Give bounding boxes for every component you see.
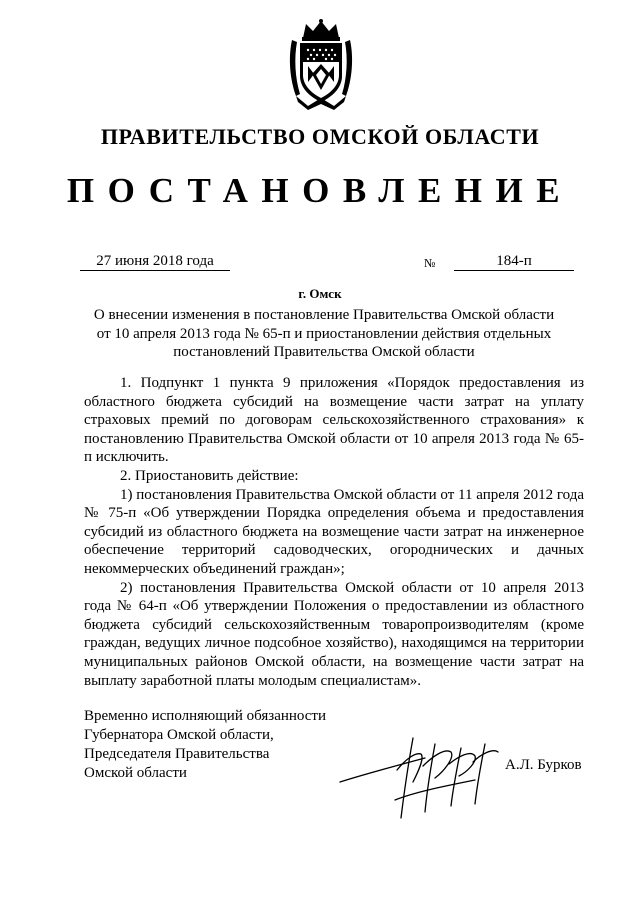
signer-position-line: Временно исполняющий обязанности	[84, 708, 327, 724]
handwritten-signature	[335, 730, 510, 825]
paragraph-2-item-2: 2) постановления Правительства Омской области от 10 апреля 2013 года № 64-п «Об утверждении Положения о предоставлении из областного бюджета субсидий сельскохозяйственным товаропроизводителям (кроме граждан, ведущих личное подсобное хозяйство), находящимся на территории муниципальных районов Омской области, на возмещение части затрат на выплату заработной платы молодым специалистам».	[84, 579, 584, 689]
document-subject: О внесении изменения в постановление Правительства Омской области от 10 апреля 2013 года № 65-п и приостановлении действия отдельных постановлений Правительства Омской области	[93, 307, 555, 360]
signer-name: А.Л. Бурков	[505, 757, 582, 773]
document-date: 27 июня 2018 года	[80, 252, 230, 271]
signer-position-line: Губернатора Омской области,	[84, 727, 274, 743]
paragraph-2-item-1: 1) постановления Правительства Омской области от 11 апреля 2012 года № 75-п «Об утверждении Порядка определения объема и предоставления субсидий из областного бюджета на возмещение части затрат на инженерное обеспечение территорий садоводческих, огороднических и дачных некоммерческих объединений граждан»;	[84, 486, 584, 577]
paragraph-1: 1. Подпункт 1 пункта 9 приложения «Порядок предоставления из областного бюджета субсидий на возмещение части затрат на уплату страховых премий по договорам сельскохозяйственного страхования» к постановлению Правительства Омской области от 10 апреля 2013 года № 65-п исключить.	[84, 375, 584, 466]
signer-position	[84, 707, 364, 783]
document-date-field	[80, 252, 230, 271]
signer-position-line: Омской области	[84, 765, 187, 781]
document-number: 184-п	[454, 252, 574, 271]
document-city: г. Омск	[298, 286, 342, 301]
omsk-oblast-coat-of-arms-icon	[286, 18, 356, 112]
document-type-heading: ПОСТАНОВЛЕНИЕ	[66, 171, 574, 210]
document-number-label: №	[424, 256, 436, 270]
paragraph-2: 2. Приостановить действие:	[120, 467, 299, 484]
signer-position-line: Председателя Правительства	[84, 746, 270, 762]
document-body	[84, 374, 584, 690]
organization-title: ПРАВИТЕЛЬСТВО ОМСКОЙ ОБЛАСТИ	[100, 124, 540, 149]
